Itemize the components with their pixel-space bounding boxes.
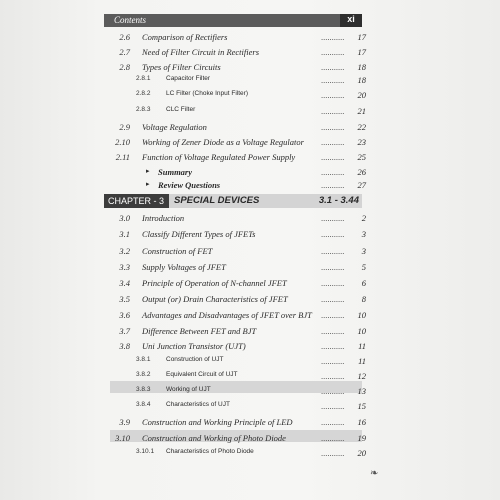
leader-dots: ........... xyxy=(321,356,345,366)
toc-subentry xyxy=(104,448,369,462)
section-title: Classify Different Types of JFETs xyxy=(142,229,256,239)
section-number: 2.9 xyxy=(119,122,130,132)
section-number: 3.6 xyxy=(119,310,130,320)
section-title: Construction and Working Principle of LED xyxy=(142,417,293,427)
leader-dots: ........... xyxy=(321,310,345,320)
leader-dots: ........... xyxy=(321,90,345,100)
leader-dots: ........... xyxy=(321,278,345,288)
section-number: 2.6 xyxy=(119,32,130,42)
toc-entry xyxy=(104,278,369,292)
chapter-label: CHAPTER - 3 xyxy=(104,194,169,208)
page-number: 6 xyxy=(361,278,366,288)
page-number: 20 xyxy=(357,448,366,458)
section-title: Summary xyxy=(158,167,193,177)
leader-dots: ........... xyxy=(321,433,345,443)
leader-dots: ........... xyxy=(321,401,345,411)
section-number: 3.10 xyxy=(115,433,130,443)
bullet-arrow-icon: ▸ xyxy=(146,180,150,188)
chapter-banner xyxy=(104,194,362,208)
leader-dots: ........... xyxy=(321,106,345,116)
toc-subentry xyxy=(104,75,369,89)
section-number: 2.10 xyxy=(115,137,130,147)
leader-dots: ........... xyxy=(321,213,345,223)
page-number: 10 xyxy=(357,326,366,336)
page-number: 27 xyxy=(357,180,366,190)
section-title: LC Filter (Choke Input Filter) xyxy=(166,90,248,97)
page-number: 5 xyxy=(361,262,366,272)
toc-entry xyxy=(104,246,369,260)
section-number: 2.8.1 xyxy=(136,75,151,82)
section-title: Construction of FET xyxy=(142,246,213,256)
section-title: Voltage Regulation xyxy=(142,122,207,132)
section-title: Characteristics of Photo Diode xyxy=(166,448,254,455)
section-title: Construction of UJT xyxy=(166,356,224,363)
leader-dots: ........... xyxy=(321,294,345,304)
page-number: 11 xyxy=(358,356,366,366)
page-number: 11 xyxy=(358,341,366,351)
leader-dots: ........... xyxy=(321,180,345,190)
page-number: 25 xyxy=(357,152,366,162)
section-title: Working of UJT xyxy=(166,386,211,393)
section-number: 3.5 xyxy=(119,294,130,304)
section-title: Output (or) Drain Characteristics of JFET xyxy=(142,294,288,304)
section-title: Function of Voltage Regulated Power Supply xyxy=(142,152,296,162)
section-title: Review Questions xyxy=(158,180,221,190)
section-number: 3.8.4 xyxy=(136,401,151,408)
toc-entry xyxy=(104,152,369,166)
page-number: 15 xyxy=(357,401,366,411)
toc-entry xyxy=(104,417,369,431)
leader-dots: ........... xyxy=(321,152,345,162)
toc-entry xyxy=(104,213,369,227)
leader-dots: ........... xyxy=(321,326,345,336)
page-number: 23 xyxy=(357,137,366,147)
toc-entry xyxy=(104,122,369,136)
leader-dots: ........... xyxy=(321,448,345,458)
toc-entry xyxy=(104,294,369,308)
leader-dots: ........... xyxy=(321,32,345,42)
section-number: 2.7 xyxy=(119,47,130,57)
section-title: Equivalent Circuit of UJT xyxy=(166,371,238,378)
toc-subentry xyxy=(104,401,369,415)
toc-subentry xyxy=(104,371,369,385)
page-number: 22 xyxy=(357,122,366,132)
page-number: 3 xyxy=(361,246,366,256)
section-title: Supply Voltages of JFET xyxy=(142,262,226,272)
toc-entry xyxy=(104,310,369,324)
chapter-page-range: 3.1 - 3.44 xyxy=(318,195,359,206)
section-number: 3.9 xyxy=(119,417,130,427)
leader-dots: ........... xyxy=(321,371,345,381)
page-number: 13 xyxy=(357,386,366,396)
header-title: Contents xyxy=(114,15,147,25)
toc-entry xyxy=(104,262,369,276)
toc-entry xyxy=(104,326,369,340)
leader-dots: ........... xyxy=(321,417,345,427)
page-corner-mark: ❧ xyxy=(370,468,379,479)
section-title: Principle of Operation of N-channel JFET xyxy=(142,278,287,288)
toc-entry xyxy=(104,62,369,76)
page-number: 16 xyxy=(357,417,366,427)
leader-dots: ........... xyxy=(321,341,345,351)
section-title: Difference Between FET and BJT xyxy=(142,326,257,336)
leader-dots: ........... xyxy=(321,137,345,147)
toc-subentry xyxy=(104,386,369,400)
section-number: 3.10.1 xyxy=(136,448,155,455)
section-number: 2.8.2 xyxy=(136,90,151,97)
section-number: 3.0 xyxy=(119,213,130,223)
page-number: 2 xyxy=(361,213,366,223)
page-number: 17 xyxy=(357,47,366,57)
page-number: 21 xyxy=(357,106,366,116)
section-number: 3.4 xyxy=(119,278,130,288)
section-title: Construction and Working of Photo Diode xyxy=(142,433,286,443)
page-number: 19 xyxy=(357,433,366,443)
leader-dots: ........... xyxy=(321,62,345,72)
section-number: 3.8.3 xyxy=(136,386,151,393)
section-title: Types of Filter Circuits xyxy=(142,62,221,72)
section-title: Capacitor Filter xyxy=(166,75,211,82)
page-number: 18 xyxy=(357,75,366,85)
page-number: 8 xyxy=(361,294,366,304)
page-number: 3 xyxy=(361,229,366,239)
leader-dots: ........... xyxy=(321,75,345,85)
section-title: CLC Filter xyxy=(166,106,196,113)
toc-summary-entry xyxy=(104,180,369,194)
leader-dots: ........... xyxy=(321,229,345,239)
section-number: 3.8 xyxy=(119,341,130,351)
section-number: 3.1 xyxy=(119,229,130,239)
toc-entry xyxy=(104,137,369,151)
section-number: 2.8 xyxy=(119,62,130,72)
contents-header xyxy=(104,14,362,27)
page-number: 17 xyxy=(357,32,366,42)
section-title: Need of Filter Circuit in Rectifiers xyxy=(142,47,260,57)
section-title: Characteristics of UJT xyxy=(166,401,230,408)
section-number: 3.8.1 xyxy=(136,356,151,363)
page-number: 26 xyxy=(357,167,366,177)
toc-entry xyxy=(104,32,369,46)
toc-entry xyxy=(104,229,369,243)
section-number: 2.8.3 xyxy=(136,106,151,113)
toc-entry xyxy=(104,341,369,355)
section-title: Introduction xyxy=(142,213,185,223)
toc-summary-entry xyxy=(104,167,369,181)
section-number: 3.7 xyxy=(119,326,130,336)
page-number: 18 xyxy=(357,62,366,72)
section-title: Comparison of Rectifiers xyxy=(142,32,228,42)
section-number: 3.8.2 xyxy=(136,371,151,378)
section-number: 3.3 xyxy=(119,262,130,272)
page-number: 20 xyxy=(357,90,366,100)
chapter-title: SPECIAL DEVICES xyxy=(174,195,260,206)
section-title: Working of Zener Diode as a Voltage Regulator xyxy=(142,137,304,147)
leader-dots: ........... xyxy=(321,246,345,256)
header-page-number: xi xyxy=(340,14,362,27)
page-number: 12 xyxy=(357,371,366,381)
toc-entry xyxy=(104,433,369,447)
leader-dots: ........... xyxy=(321,122,345,132)
leader-dots: ........... xyxy=(321,262,345,272)
toc-subentry xyxy=(104,106,369,120)
section-number: 2.11 xyxy=(115,152,130,162)
bullet-arrow-icon: ▸ xyxy=(146,167,150,175)
page-number: 10 xyxy=(357,310,366,320)
section-title: Advantages and Disadvantages of JFET over BJT xyxy=(142,310,312,320)
toc-entry xyxy=(104,47,369,61)
section-title: Uni Junction Transistor (UJT) xyxy=(142,341,246,351)
toc-subentry xyxy=(104,90,369,104)
toc-subentry xyxy=(104,356,369,370)
leader-dots: ........... xyxy=(321,386,345,396)
leader-dots: ........... xyxy=(321,167,345,177)
section-number: 3.2 xyxy=(119,246,130,256)
leader-dots: ........... xyxy=(321,47,345,57)
